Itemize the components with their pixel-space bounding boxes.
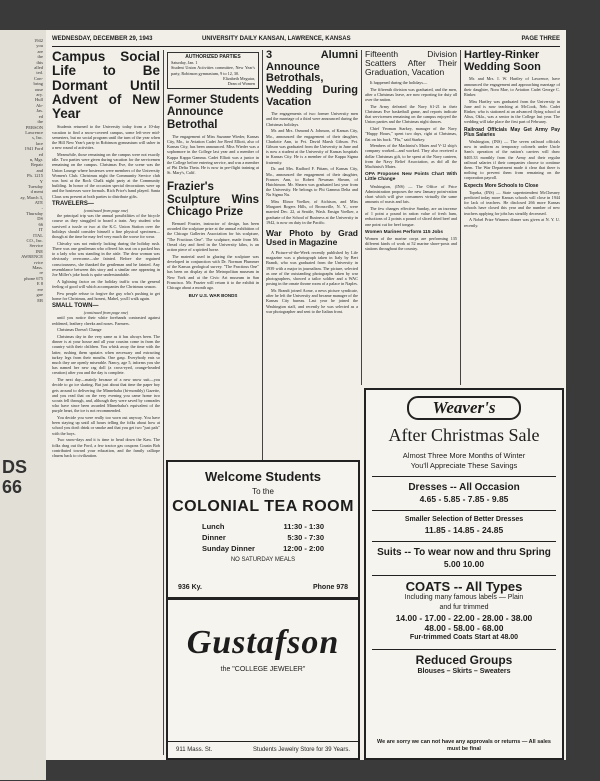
adjacent-page-line: ATE (34, 200, 43, 206)
header-page-number: PAGE THREE (521, 36, 560, 42)
adjacent-page-line: ed (38, 113, 43, 119)
notice-body: Student Union Activities committee, New Year's party, Robinson gymnasium, 9 to 12, 30. (171, 65, 255, 76)
adjacent-page-line: ouse (34, 86, 43, 92)
headline-campus-social-life: Campus Social Life to Be Dormant Until Advent of New Year (52, 50, 160, 122)
article-railroad-officials (464, 139, 560, 181)
adjacent-page-line: 66 (38, 221, 43, 227)
adjacent-page-strip (0, 30, 46, 780)
meal-label: Lunch (202, 522, 225, 531)
sale-section-line: 14.00 - 17.00 - 22.00 - 28.00 - 38.00 (395, 613, 533, 623)
paragraph: Mr. and Mrs. I. W. Hartley of Lawrence, have announced the engagement and approaching marriage of their daughter, Nora Mae, to Aviation Cadet George C. Rinker. (464, 76, 560, 97)
paragraph: Christmas day in the very same as it has always been. The dinner is at your house and all your cousins come in from the country with their children. You whisk away the time with the latter, rushing them upstairs when necessary and extracting turkey legs from their mouths. One gasp. Everybody eats so much they are openly miserable. Nancy, age 5, informs you she has named her new rag doll (a cross-eyed, orange-headed creation) after you and the day is complete. (52, 334, 160, 376)
adjacent-page-line: ted. (36, 70, 43, 76)
sale-section (372, 476, 556, 504)
adjacent-page-line: the (37, 54, 43, 60)
paragraph: Christmas Doesn't Change (57, 327, 102, 333)
adjacent-page-line: Thursday (26, 211, 43, 216)
paragraph: A lightning factor on the holiday traffic was the general feeling of good will which accompanies the Christmas season. (52, 278, 160, 289)
adjacent-page-line: E 8 (36, 281, 43, 287)
weavers-subtitle: Almost Three More Months of Winter You'll Appreciate These Savings (402, 451, 526, 470)
paragraph: The fifteenth division was graduated, and the men, after a Christmas leave, are now reporting for duty all over the nation. (365, 86, 457, 103)
headline-opa-points: OPA Proposes New Points Chart With Little Change (365, 172, 457, 183)
meal-row (168, 521, 358, 532)
sale-section-line: 4.65 - 5.85 - 7.85 - 9.85 (419, 494, 509, 504)
column-5 (464, 50, 560, 385)
adjacent-page-line: AWRENCE (21, 254, 43, 260)
sale-section-heading: Dresses -- All Occasion (408, 482, 520, 493)
sale-section (372, 575, 556, 643)
sale-section-line: and fur trimmed (439, 604, 489, 611)
adjacent-page-line: you (36, 43, 43, 49)
adjacent-page-line: ITAL (33, 232, 43, 238)
sale-section-line: 11.85 - 14.85 - 24.85 (424, 525, 504, 535)
sale-section (372, 541, 556, 569)
adjacent-page-line: Con- (34, 75, 43, 81)
adjacent-page-line: Ab- (36, 102, 43, 108)
notice-title: AUTHORIZED PARTIES (185, 54, 241, 60)
adjacent-page-line: Lawrence (25, 129, 43, 135)
article-war-photo (266, 250, 358, 314)
paragraph: The next day—mainly because of a new snow suit—you decide to go ice skating. But just about that time the paper boy gets around to delivering the Minnehaha (bi-monthly) Gazette, and you read that on the very evening you came home two scouts fell through, and, although they were saved by comrades who have since been awarded Minnehaha's equivalent of the purple heart, the ice is not recommended. (52, 377, 160, 414)
adjacent-page-line: d ment (30, 189, 43, 195)
adjacent-page-line: rvice (34, 259, 43, 265)
paragraph: The engagement of Miss Suzanne Wieder, Kansas City, Mo., to Aviation Cadet Joe Reed Elliott, also of Kansas City, has been announced. Miss Wieder was a sophomore in the College last year and a member of Kappa Kappa Gamma. Cadet Elliott was a junior in the College before entering service, and was a member of Phi Delta Theta. He is now in pre-flight training at St. Mary's, Calif. (167, 133, 259, 176)
adjacent-page-line: re (39, 270, 43, 276)
adjacent-page-line: bring (33, 81, 43, 87)
notice-signature-name: Elizabeth Meguiar, (223, 75, 255, 81)
adjacent-page-line: this (36, 59, 43, 65)
article-hartley-rinker (464, 76, 560, 124)
header-paper-name: UNIVERSITY DAILY KANSAN, LAWRENCE, KANSAS (202, 36, 351, 42)
adjacent-page-line: Service (29, 243, 43, 249)
adjacent-page-line: lace (35, 140, 43, 146)
paragraph: Mr. and Mrs. Osmond A. Johnson, of Kansas City, Mo., announced the engagement of their daughter, Charlotte Ann, to Pvt. David Marsh Gibson. Pvt. Gibson was graduated from the University in June and is now a student at the University of Kansas hospitals in Kansas City. He is a member of the Kappa Sigma fraternity. (266, 128, 358, 165)
tearoom-address: 936 Ky. (178, 584, 202, 591)
meal-hours: 12:00 - 2:00 (283, 544, 324, 553)
tearoom-phone: Phone 978 (312, 584, 348, 591)
article-women-marines: Women of the marine corps are performing 135 different kinds of work at 52 marine shore-posts and stations throughout the country. (365, 235, 457, 252)
notice-signature-title: Dean of Women (227, 81, 255, 87)
article-campus-social-life (52, 124, 160, 198)
adjacent-page-line: Tuesday (27, 183, 43, 189)
adjacent-page-line: Repair (31, 162, 43, 168)
adjacent-page-line: alled (34, 65, 43, 71)
gustafson-address: 911 Mass. St. (176, 747, 213, 753)
gustafson-logo: Gustafson (186, 624, 340, 661)
meal-label: Sunday Dinner (202, 544, 255, 553)
colonial-tea-room-ad (166, 460, 360, 599)
sale-section-line: Smaller Selection of Better Dresses (404, 516, 524, 523)
article-schools-close (464, 190, 560, 228)
tearoom-note: NO SATURDAY MEALS (230, 557, 296, 563)
sale-section (372, 510, 556, 535)
paragraph: A Picture-of-the-Week recently published by Life magazine was a photograph taken in Italy by Bert Brandt, who was graduated from the University in 1939 with a major in journalism. The picture, selected as one of the outstanding photographs taken by war photographers, showed a tailor soldier and a WAC posing in the ornate throne room of a palace in Naples. (266, 250, 358, 287)
sale-section-line: 48.00 - 58.00 - 68.00 (424, 623, 504, 633)
travelers-continued-note: (continued from page one) (83, 208, 129, 214)
headline-travelers: TRAVELERS— (52, 200, 94, 207)
gustafson-jeweler-ad (166, 598, 360, 760)
adjacent-page-line: and (36, 167, 43, 173)
sale-section-line: 5.00 10.00 (443, 559, 485, 569)
paragraph: The few changes effective Sunday, are an increase of 1 point a pound in ration value of fresh ham, reductions of 2 points a pound of sliced dried beef and one point cut for beef tongue. (365, 205, 457, 227)
adjacent-page-line: PERSON (25, 124, 43, 130)
article-former-students (167, 134, 259, 176)
adjacent-page-line: DS (37, 216, 43, 222)
paragraph: Washington, (INS) — The seven railroad officials now in uniform as temporary colonels under Uncle Sam's operation of the nation's carriers will draw $405.33 monthly from the Army and their regular railroad salaries if their companies choose to continue them. The War Department made it clear that there is nothing to prevent them from remaining on the corporation payroll. (464, 139, 560, 181)
paragraph: Members of the Machinist's Mates and V-12 ship's company worked—and worked. They also received a dollar Christmas gift, to be spent at the Navy canteen, from the Navy Relief Association, as did all the Machinist's Mates. (365, 143, 457, 170)
article-opa-points (365, 184, 457, 227)
paragraph: The material used in glazing the sculpture was developed in conjunction with Dr. Norman Plummer of the Kansas geological survey. "The Fractious One" has been on display at the Metropolitan museum in New York and at the Civic Art museum in San Francisco. Mr. Frazier will return it to the exhibit in Chicago about a month ago. (167, 253, 259, 290)
article-fifteenth-division (365, 80, 457, 169)
weavers-title: After Christmas Sale (388, 425, 540, 445)
paragraph: Chivalry was not entirely lacking during the holiday rush. There was one gentleman who offered his seat on a packed bus to a lady who was standing in the aisle. The dear woman was obviously overcome—she fainted. Before she regained consciousness, she thanked the gentleman and he fainted. Any resemblance between this story and a similar one appearing in Joe Miller's joke book is quite understandable. (52, 240, 160, 277)
weavers-footer: We are sorry we can not have any approvals or returns — All sales must be final (377, 739, 551, 752)
paragraph: Miss Elinor Voelker, of Atchison, and Miss Margaret Rogers Hills, of Bronxville, N. Y., were married Dec. 22, at Seattle, Wash. Ensign Voelker, a graduate of the School of Business at the University in 1942, is now on duty in the Pacific. (266, 199, 358, 225)
headline-former-students: Former Students Announce Betrothal (167, 94, 259, 131)
column-2 (167, 50, 259, 470)
adjacent-page-line: Y (39, 178, 43, 184)
gustafson-tagline: the "COLLEGE JEWELER" (220, 666, 306, 673)
sale-section-heading: Reduced Groups (415, 653, 513, 667)
paragraph: Few people refuse to forgive the guy who's pushing to get home for Christmas, and honest, Mabel, you'll walk again. (52, 290, 160, 301)
paragraph: Miss Hartley was graduated from the University in June and is now teaching at McCook, Neb. Cadet Rinker, who is stationed at an advanced flying school at Altus, Okla., was a senior in the College last year. The wedding will take place the first part of February. (464, 98, 560, 125)
sale-section-line: Fur-trimmed Coats Start at 48.00 (409, 634, 519, 641)
paragraph: Washington, (INS) — The Office of Price Administration proposes the new January point-ration chart which will give consumers virtually the same amounts of roasts and fats. (365, 183, 457, 205)
notice-date: Saturday, Jan. 1 (171, 60, 198, 66)
headline-war-photo: War Photo by Grad Used in Magazine (266, 228, 358, 248)
adjacent-page-line: ay, March 3, (20, 194, 43, 200)
page-header (52, 34, 560, 47)
newspaper-page (46, 30, 566, 760)
paragraph: Bernard Frazier, instructor of design, has been awarded the sculpture prize at the annual exhibition of the Chicago Galleries Association for his sculpture, "The Fractious One". The sculpture, made from Mt. Oread clay and fired in the University kilns, is an action piece of a spirited horse. (167, 220, 259, 252)
headline-frazier-sculpture: Frazier's Sculpture Wins Chicago Prize (167, 181, 259, 218)
meal-hours: 11:30 - 1:30 (283, 522, 324, 531)
column-1 (52, 50, 160, 755)
article-travelers (52, 213, 160, 301)
paragraph: until you notice their white forehands contrasted against reddened, leathery cheeks and noses. Farmers. (52, 315, 160, 326)
adjacent-page-line: the (37, 119, 43, 125)
tearoom-to-the: To the (252, 487, 274, 496)
headline-hartley-rinker: Hartley-Rinker Wedding Soon (464, 50, 541, 73)
adjacent-page-line: gue (36, 292, 43, 298)
paragraph: The Army defeated the Navy 61-21 in their Christmas Eve basketball game, and reports indicate that servicemen remaining on the campus enjoyed the Union parties and the Christmas night dances. (365, 103, 457, 125)
adjacent-page-line: 1941 Ford (24, 146, 43, 152)
gustafson-slogan: Students Jewelry Store for 39 Years. (252, 747, 350, 753)
headline-schools-close: Expects More Schools to Close (464, 182, 539, 189)
adjacent-page-line: ER (37, 297, 43, 303)
weavers-logo: Weaver's (407, 396, 521, 420)
paragraph: the principal trip was the annual possibilities of the bicycle course as they struggled to board a train. Any student who survived a tussle or two at the K.C. Union Station over the holidays should consider himself a fine physical specimen—though at the time he may feel very much the worse for wear. (52, 213, 160, 240)
adjacent-page-bignum-right: 66 (2, 477, 23, 497)
paragraph: Dr. and Mrs. Radford F. Pittam, of Kansas City, Mo., announced the engagement of their daughter, Frances Ann, to Robert Newman Shearn, of Hutchinson. Mr. Shearn was graduated last year from the University. He belongs to Phi Gamma Delta and Nu Sigma Nu. (266, 166, 358, 198)
weavers-sale-ad (364, 388, 564, 760)
adjacent-page-line: phone 675 (24, 275, 43, 281)
paragraph: Chief Yeoman Starkey, manager of the Navy "Happy Hours," spent two days, right at Christmas, flat on his back. "Flu," said Starkey. (365, 126, 457, 142)
headline-women-marines: Women Marines Perform 115 Jobs (365, 229, 444, 235)
adjacent-page-line: - (41, 205, 43, 211)
tearoom-meal-hours (168, 521, 358, 554)
adjacent-page-line: Hull (34, 97, 43, 103)
adjacent-page-line: IT (38, 227, 43, 233)
authorized-parties-notice (167, 52, 259, 89)
adjacent-page-line: are (37, 48, 43, 54)
sale-section-heading: Suits -- To wear now and thru Spring (377, 547, 551, 558)
adjacent-page-line: Ph. 1215 (26, 173, 43, 179)
adjacent-page-line: 1942 (34, 38, 43, 43)
sale-section-heading: COATS -- All Types (405, 579, 523, 594)
paragraph: Meanwhile, those remaining on the campus were not exactly idle. Two parties were given during vacation for the servicemen remaining on the campus. Christmas Eve, the scene was the Union Lounge where hostesses were members of the University Women's Club. Christmas night the Community Service club was host at the Rock Chalk night party at the Community building. In honor of the occasion special decorations were up and the hostesses wore formals. Rich Price's band played. Santa Claus was present at both parties to distribute gifts. (52, 152, 160, 199)
adjacent-page-text (0, 30, 46, 303)
paragraph: Two snow-days and it is time to head down the Kaw. The folks drag out the Ford, a few tractor gas coupons Cousin Bob contributed toward your education, and the family calliope churns back to civilization. (52, 437, 160, 458)
adjacent-page-line: CO., Inc. (26, 238, 43, 244)
column-4 (365, 50, 457, 385)
tearoom-name: COLONIAL TEA ROOM (172, 498, 354, 515)
paragraph: Students returned to the University today from a 10-day vacation to find a snow-covered campus, some left-over mid-semesters, but no social program until the turn of the year when the Hill New Year's party in Robinson gymnasium will usher in a new round of activities. (52, 124, 160, 151)
meal-hours: 5:30 - 7:30 (287, 533, 324, 542)
header-date: WEDNESDAY, DECEMBER 29, 1943 (52, 36, 153, 42)
sale-section-line: Blouses – Skirts – Sweaters (417, 668, 511, 675)
meal-row (168, 532, 358, 543)
article-frazier-sculpture (167, 221, 259, 290)
meal-label: Dinner (202, 533, 226, 542)
column-3 (266, 50, 358, 470)
article-alumni-betrothals (266, 111, 358, 225)
article-small-town (52, 315, 160, 458)
headline-fifteenth-division: Fifteenth Division Scatters After Their Graduation, Vacation (365, 50, 457, 77)
headline-small-town: SMALL TOWN— (52, 302, 99, 309)
small-town-continued-note: (continued from page one) (83, 310, 129, 316)
adjacent-page-line: ere (37, 286, 43, 292)
paragraph: Mr. Brandt joined Acme, a news picture syndicate, after he left the University and became manager of the Kansas City bureau. Last year he joined the Washington staff, and recently he was selected as a war photographer and sent to the Italian front. (266, 287, 358, 314)
paragraph: Topeka, (INS) — State superintendent McChesney predicted today more Kansas schools will close in 1944 for lack of teachers. He disclosed 266 more Kansas schools have closed this year and the number of new teachers applying for jobs has steadily decreased. (464, 189, 560, 216)
adjacent-page-line: ed (38, 151, 43, 157)
adjacent-page-line: ary. (36, 92, 43, 98)
paragraph: The engagements of two former University men and the marriage of a third were announced during the Christmas holidays. (266, 111, 358, 127)
adjacent-page-line: INE (35, 248, 43, 254)
sale-section (372, 649, 556, 677)
adjacent-page-bignum-left: DS (2, 457, 28, 477)
tearoom-welcome: Welcome Students (204, 469, 322, 484)
paragraph: It happened during the holidays— (370, 80, 428, 85)
meal-row (168, 543, 358, 554)
sale-section-line: Including many famous labels — Plain (404, 594, 524, 601)
paragraph: You decide you were really too worn out anyway. You have been staying up until all hours telling the folks about how at school you don't drink or smoke and that you get two "just pals" with the boys. (52, 415, 160, 436)
adjacent-page-line: Jas. (36, 108, 43, 114)
adjacent-page-line: Mass. (32, 265, 43, 271)
adjacent-page-line: s, Inc. (32, 135, 43, 141)
headline-alumni-betrothals: 3 Alumni Announce Betrothals, Wedding During Vacation (266, 50, 358, 108)
headline-railroad-officials: Railroad Officials May Get Army Pay Plus Salaries (464, 126, 560, 138)
adjacent-page-line: n, Mgr. (29, 156, 43, 162)
paragraph: A Nobel Prize Winners dinner was given at N. Y. U. recently. (464, 217, 560, 228)
weavers-sale-sections (366, 476, 562, 677)
war-bonds-slug: BUY U.S. WAR BONDS (188, 293, 238, 299)
